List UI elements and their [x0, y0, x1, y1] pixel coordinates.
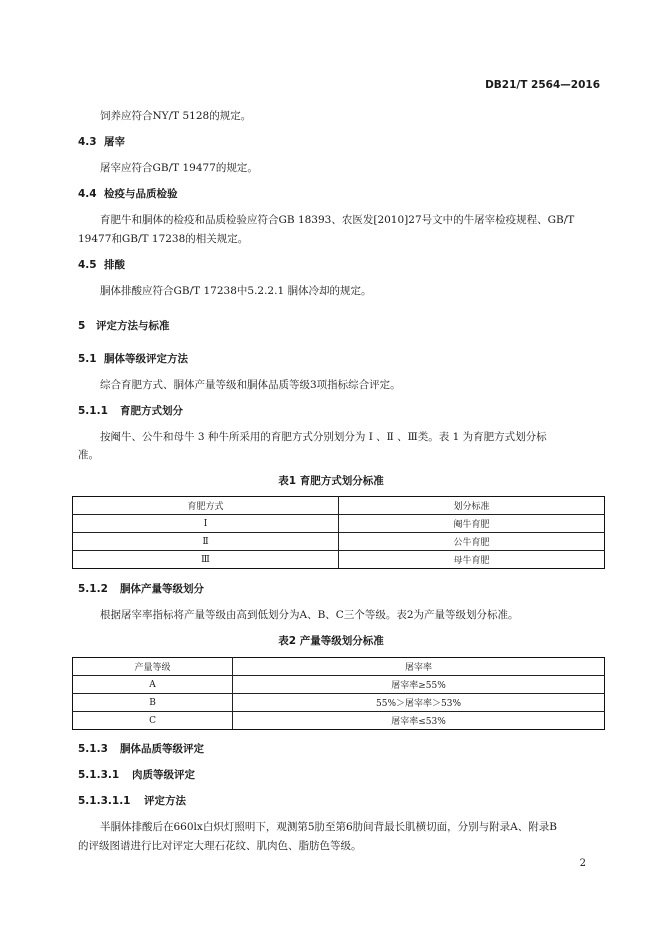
section-heading-5 [78, 318, 170, 333]
table-header-cell: 育肥方式 [73, 497, 339, 515]
paragraph-feeding: 饲养应符合NY/T 5128的规定。 [100, 110, 252, 122]
table-cell: 公牛育肥 [339, 533, 605, 551]
section-title: 检疫与品质检验 [104, 188, 178, 200]
paragraph-5-1-1-line2: 准。 [78, 449, 99, 461]
paragraph-quarantine-line2: 19477和GB/T 17238的相关规定。 [78, 233, 249, 245]
paragraph-slaughter: 屠宰应符合GB/T 19477的规定。 [100, 162, 258, 174]
section-number: 5.1 [78, 353, 97, 365]
table-cell: C [73, 712, 233, 730]
section-title: 肉质等级评定 [132, 769, 195, 781]
table-cell: A [73, 676, 233, 694]
table-row [73, 533, 605, 551]
page-number: 2 [579, 858, 586, 869]
table-cell: Ⅰ [73, 515, 339, 533]
table-cell: 屠宰率≤53% [233, 712, 605, 730]
table-cell: 母牛育肥 [339, 551, 605, 569]
table1 [72, 496, 605, 569]
table-row [73, 712, 605, 730]
section-number: 5.1.3.1.1 [78, 795, 131, 807]
section-title: 胴体品质等级评定 [120, 743, 204, 755]
section-number: 5.1.2 [78, 583, 108, 595]
section-heading-4-3 [78, 134, 125, 149]
paragraph-acid-discharge: 胴体排酸应符合GB/T 17238中5.2.2.1 胴体冷却的规定。 [100, 285, 372, 297]
table-cell: 屠宰率≥55% [233, 676, 605, 694]
paragraph-5-1-2: 根据屠宰率指标将产量等级由高到低划分为A、B、C三个等级。表2为产量等级划分标准。 [100, 609, 519, 621]
table-cell: Ⅲ [73, 551, 339, 569]
table-row [73, 694, 605, 712]
table2-caption: 表2 产量等级划分标准 [278, 635, 384, 647]
document-code: DB21/T 2564—2016 [485, 79, 600, 91]
table-cell: B [73, 694, 233, 712]
table-header-row [73, 658, 605, 676]
section-number: 5.1.3 [78, 743, 108, 755]
section-title: 评定方法与标准 [96, 320, 170, 332]
section-title: 屠宰 [104, 136, 125, 148]
section-title: 排酸 [104, 259, 125, 271]
table-cell: 阉牛育肥 [339, 515, 605, 533]
section-title: 育肥方式划分 [120, 405, 183, 417]
section-heading-5-1 [78, 351, 188, 366]
table-cell: Ⅱ [73, 533, 339, 551]
table1-caption: 表1 育肥方式划分标准 [278, 475, 384, 487]
table-row [73, 676, 605, 694]
section-number: 5.1.1 [78, 405, 108, 417]
section-heading-5-1-2 [78, 581, 204, 596]
table2 [72, 657, 605, 730]
paragraph-quarantine-line1: 育肥牛和胴体的检疫和品质检验应符合GB 18393、农医发[2010]27号文中的牛屠宰检疫规程、GB/T [100, 214, 575, 226]
section-number: 4.5 [78, 259, 97, 271]
section-heading-5-1-1 [78, 403, 183, 418]
section-heading-5-1-3-1 [78, 767, 195, 782]
table-header-cell: 屠宰率 [233, 658, 605, 676]
section-heading-5-1-3-1-1 [78, 793, 186, 808]
section-number: 5 [78, 320, 86, 332]
paragraph-5-1: 综合育肥方式、胴体产量等级和胴体品质等级3项指标综合评定。 [100, 379, 401, 391]
paragraph-5-1-3-1-1-line1: 半胴体排酸后在660lx白炽灯照明下，观测第5肋至第6肋间背最长肌横切面，分别与附录A、附录B [100, 821, 557, 833]
table-header-cell: 划分标准 [339, 497, 605, 515]
section-title: 胴体产量等级划分 [120, 583, 204, 595]
section-number: 4.4 [78, 188, 97, 200]
table-header-row [73, 497, 605, 515]
section-number: 5.1.3.1 [78, 769, 120, 781]
section-heading-4-4 [78, 186, 178, 201]
section-title: 评定方法 [144, 795, 186, 807]
paragraph-5-1-3-1-1-line2: 的评级图谱进行比对评定大理石花纹、肌肉色、脂肪色等级。 [78, 840, 362, 852]
table-cell: 55%＞屠宰率＞53% [233, 694, 605, 712]
section-heading-4-5 [78, 257, 125, 272]
section-title: 胴体等级评定方法 [104, 353, 188, 365]
section-heading-5-1-3 [78, 741, 204, 756]
table-header-cell: 产量等级 [73, 658, 233, 676]
table-row [73, 515, 605, 533]
paragraph-5-1-1-line1: 按阉牛、公牛和母牛 3 种牛所采用的育肥方式分别划分为 Ⅰ 、Ⅱ 、Ⅲ类。表 1 为育肥方式划分标 [100, 431, 547, 443]
table-row [73, 551, 605, 569]
section-number: 4.3 [78, 136, 97, 148]
